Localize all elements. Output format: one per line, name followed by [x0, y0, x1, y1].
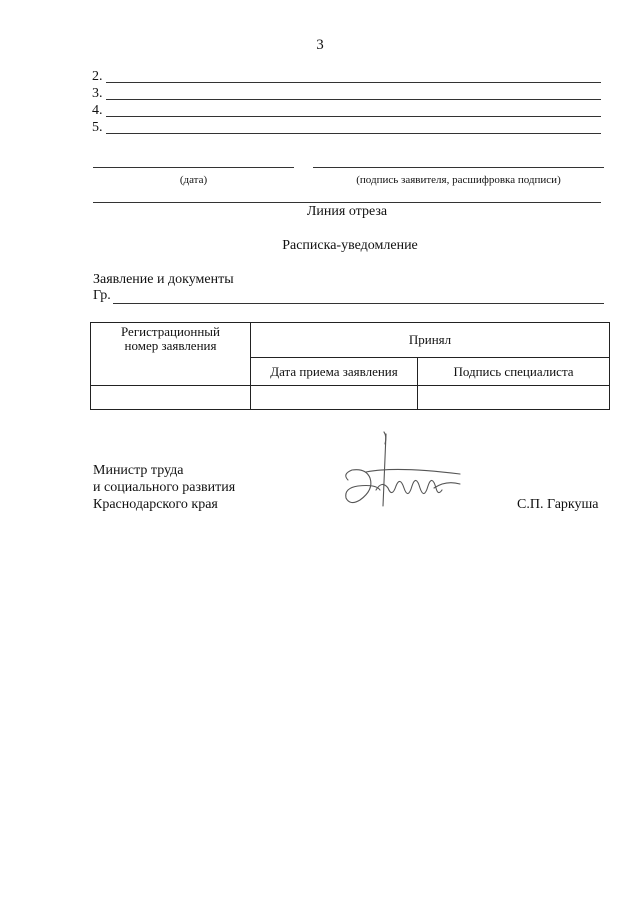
- date-line: [93, 167, 294, 168]
- list-line-4: [92, 103, 601, 121]
- receipt-title: Расписка-уведомление: [282, 238, 418, 253]
- blank-fill-line: [106, 133, 601, 134]
- list-number: 4.: [92, 103, 103, 118]
- accepted-header: Принял: [251, 323, 610, 358]
- reg-number-header: Регистрационный номер заявления: [91, 323, 251, 386]
- list-line-2: [92, 69, 601, 87]
- page-number: 3: [316, 37, 324, 53]
- reg-number-cell: [91, 386, 251, 410]
- date-caption: (дата): [179, 174, 208, 186]
- specialist-signature-cell: [418, 386, 610, 410]
- signature-caption: (подпись заявителя, расшифровка подписи): [356, 174, 561, 186]
- receipt-table: [90, 322, 610, 410]
- receipt-intro: Заявление и документы: [93, 272, 234, 287]
- signatory-title: [93, 462, 235, 513]
- signatory-title-line-3: Краснодарского края: [93, 497, 218, 512]
- signatory-title-line-2: и социального развития: [93, 480, 236, 495]
- list-line-5: [92, 120, 601, 138]
- handwritten-signature: [336, 428, 471, 518]
- cut-line-label: Линия отреза: [306, 204, 388, 219]
- specialist-signature-header: Подпись специалиста: [418, 358, 610, 386]
- signatory-name: С.П. Гаркуша: [517, 497, 599, 512]
- blank-fill-line: [106, 82, 601, 83]
- citizen-name-line: [113, 303, 604, 304]
- date-received-cell: [251, 386, 418, 410]
- blank-fill-line: [106, 116, 601, 117]
- cut-line: [93, 202, 601, 203]
- list-line-3: [92, 86, 601, 104]
- list-number: 5.: [92, 120, 103, 135]
- citizen-prefix: Гр.: [93, 288, 111, 303]
- date-received-header: Дата приема заявления: [251, 358, 418, 386]
- blank-fill-line: [106, 99, 601, 100]
- applicant-signature-line: [313, 167, 604, 168]
- list-number: 3.: [92, 86, 103, 101]
- signatory-title-line-1: Министр труда: [93, 463, 184, 478]
- list-number: 2.: [92, 69, 103, 84]
